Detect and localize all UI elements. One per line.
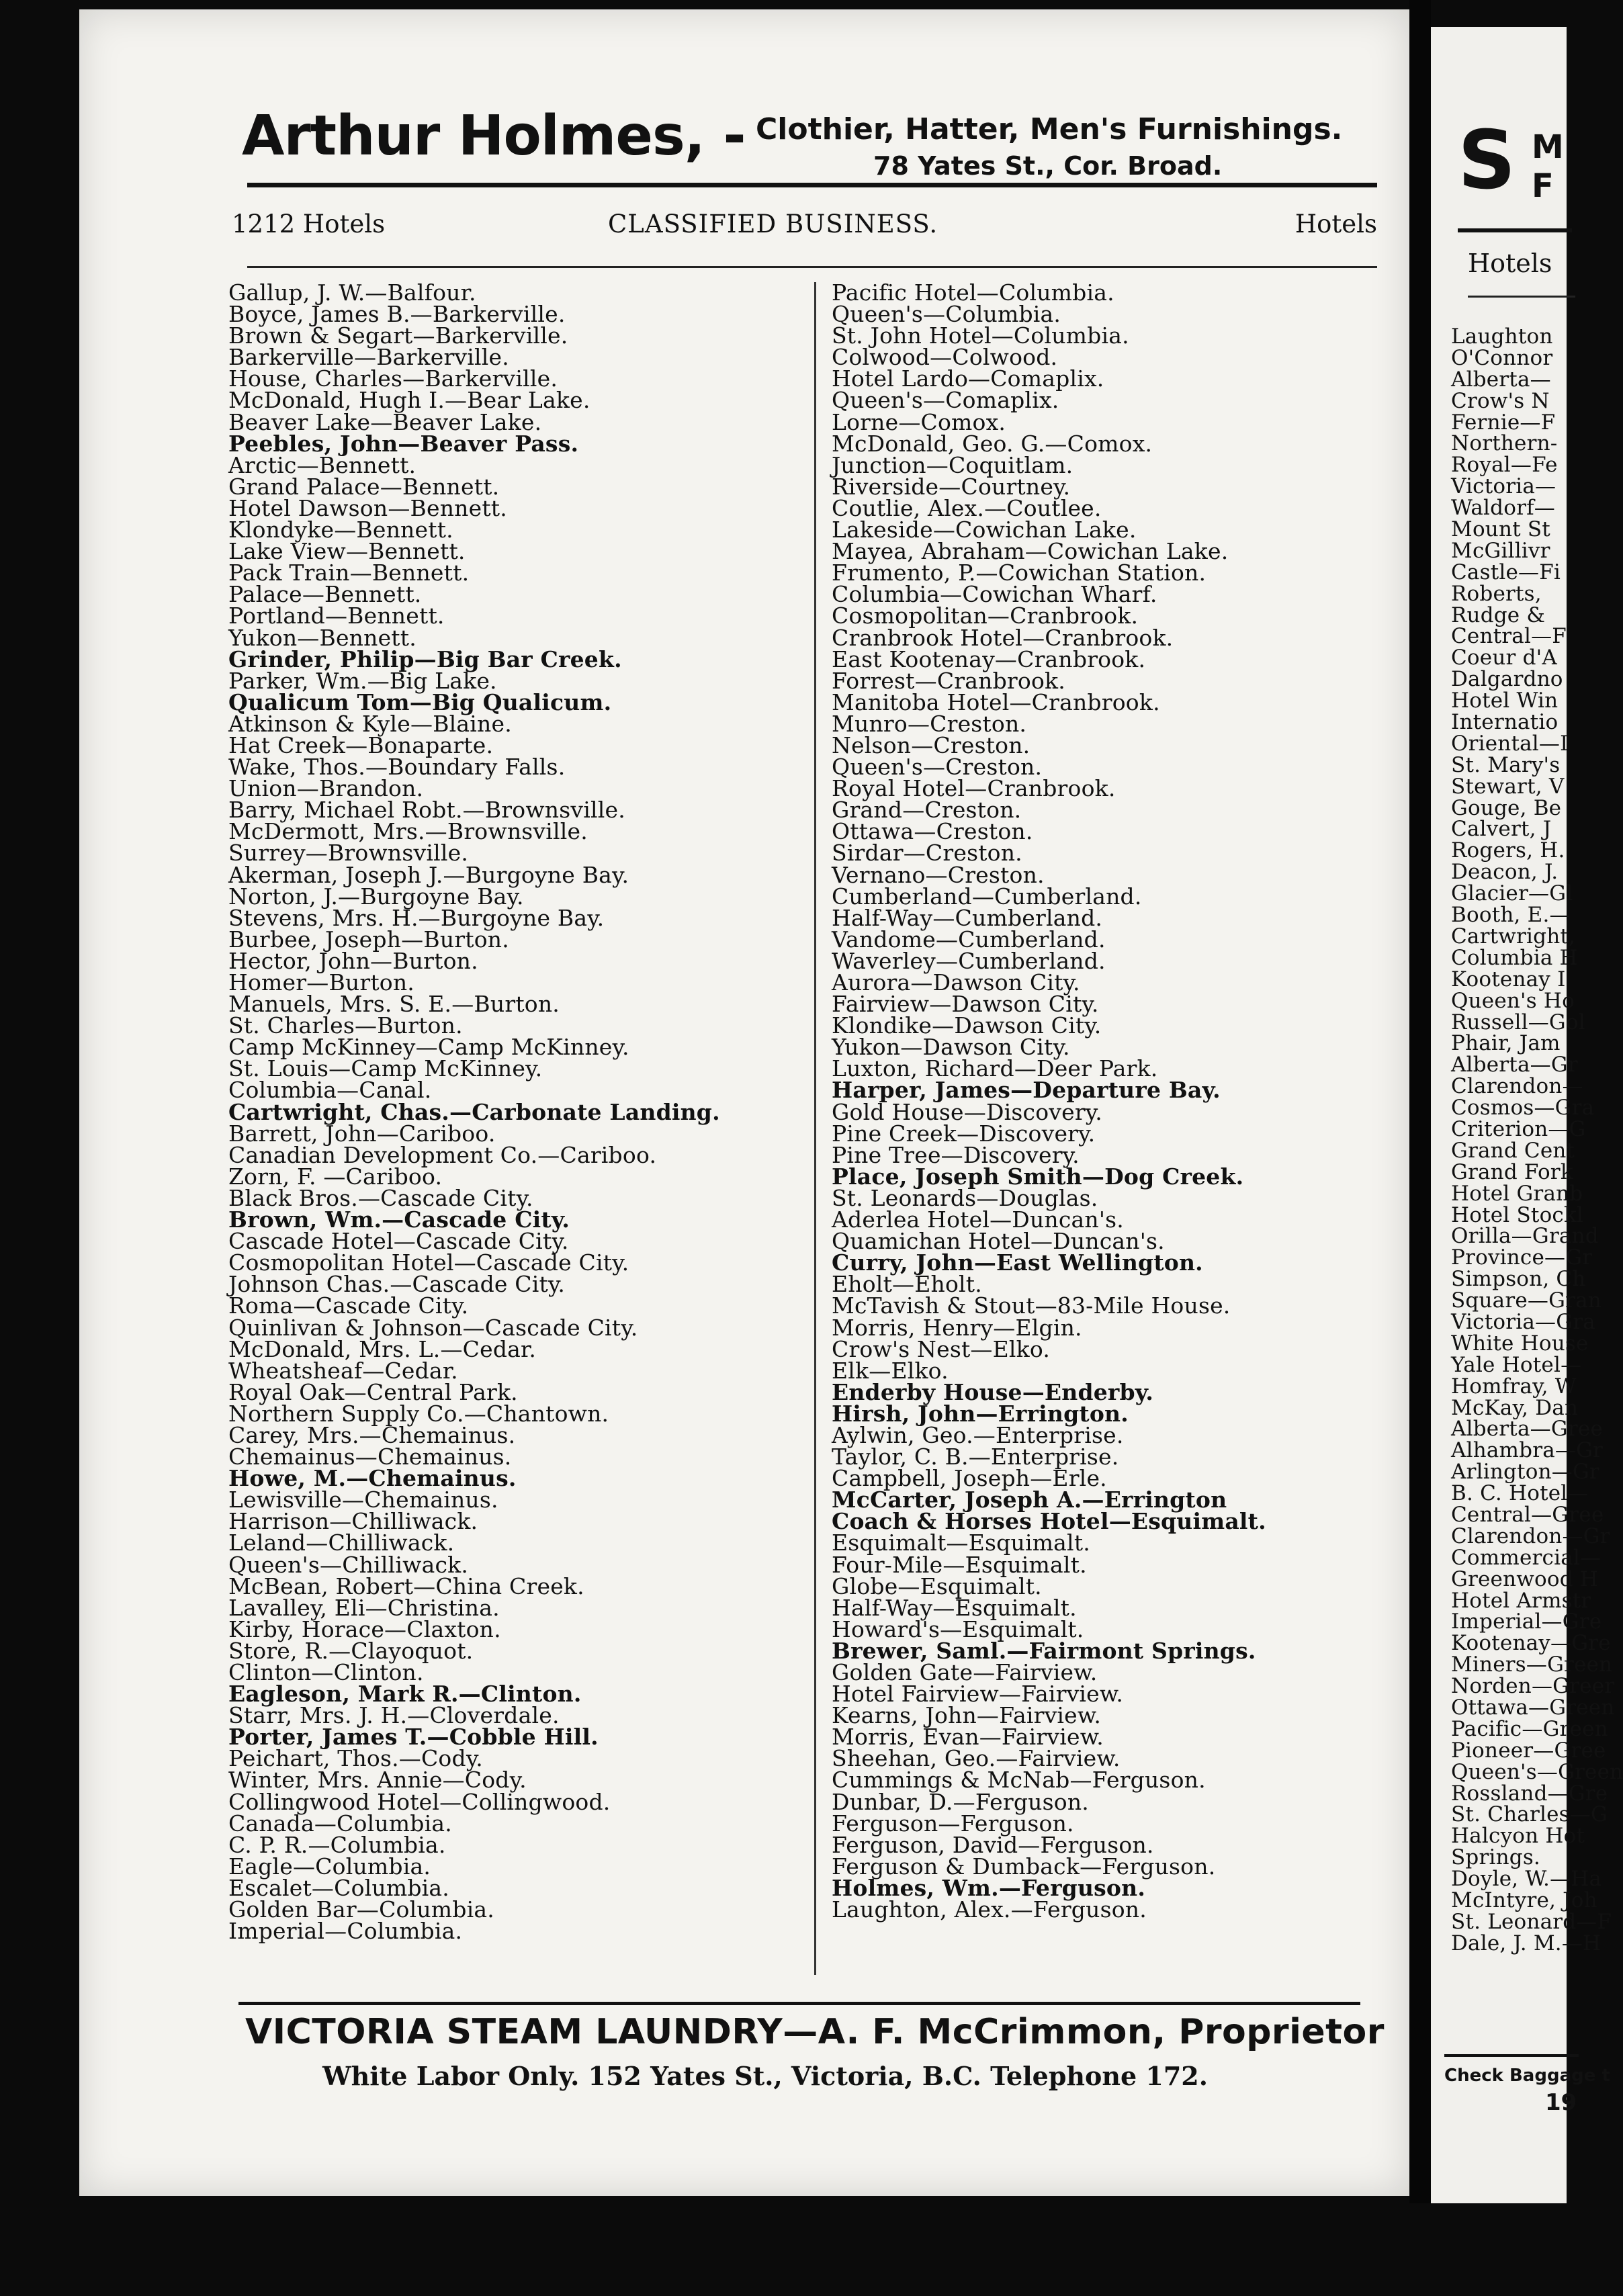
- facing-page-entry: Calvert, J: [1451, 817, 1552, 842]
- listing-entry: Manitoba Hotel—Cranbrook.: [832, 689, 1160, 715]
- listing-entry: Grinder, Philip—Big Bar Creek.: [228, 646, 622, 672]
- listing-entry: Fairview—Dawson City.: [832, 991, 1099, 1018]
- listing-entry: Portland—Bennett.: [228, 603, 445, 629]
- facing-page-entry: Criterion—G: [1451, 1116, 1586, 1141]
- facing-page-entry: St. Charles—G: [1451, 1802, 1608, 1827]
- facing-page-entry: Alhambra—Gr: [1451, 1438, 1604, 1463]
- listing-entry: St. Louis—Camp McKinney.: [228, 1055, 543, 1082]
- listing-entry: Lewisville—Chemainus.: [228, 1487, 498, 1513]
- listing-entry: Leland—Chilliwack.: [228, 1530, 455, 1556]
- facing-page-entry: Victoria—: [1451, 474, 1556, 499]
- running-head-rule: [247, 266, 1377, 268]
- listing-entry: Cartwright, Chas.—Carbonate Landing.: [228, 1098, 720, 1125]
- facing-page-entry: Crow's N: [1451, 388, 1550, 413]
- listing-entry: Pine Creek—Discovery.: [832, 1120, 1096, 1147]
- facing-page-entry: Rossland—Gre: [1451, 1781, 1608, 1806]
- listing-entry: Coutlie, Alex.—Coutlee.: [832, 494, 1102, 521]
- facing-page-entry: Miners—Green: [1451, 1652, 1613, 1677]
- facing-page-entry: Oriental—I: [1451, 731, 1569, 756]
- listing-entry: St. Charles—Burton.: [228, 1012, 463, 1039]
- listing-entry: Peichart, Thos.—Cody.: [228, 1745, 483, 1772]
- facing-page-entry: Arlington—Gr: [1451, 1460, 1599, 1485]
- listing-entry: Eagleson, Mark R.—Clinton.: [228, 1681, 582, 1708]
- listing-entry: Queen's—Comaplix.: [832, 387, 1059, 414]
- facing-page-entry: Hotel Stockl: [1451, 1202, 1584, 1227]
- footer-advertisement-details: White Labor Only. 152 Yates St., Victoria, B.C. Telephone 172.: [322, 2061, 1208, 2091]
- listing-entry: Atkinson & Kyle—Blaine.: [228, 710, 512, 737]
- listing-entry: Place, Joseph Smith—Dog Creek.: [832, 1163, 1244, 1190]
- listing-entry: Ferguson, David—Ferguson.: [832, 1831, 1154, 1858]
- facing-page-entry: Waldorf—: [1451, 496, 1555, 521]
- header-rule: [247, 183, 1377, 187]
- facing-page-entry: Queen's Ho: [1451, 988, 1575, 1013]
- facing-page-entry: Clarendon—: [1451, 1074, 1583, 1099]
- listing-entry: McDonald, Hugh I.—Bear Lake.: [228, 387, 590, 414]
- listing-entry: Burbee, Joseph—Burton.: [228, 926, 509, 953]
- facing-page-entry: Clarendon—Gr: [1451, 1524, 1610, 1548]
- facing-page-entry: Greenwood H: [1451, 1566, 1599, 1591]
- listing-entry: Frumento, P.—Cowichan Station.: [832, 560, 1207, 586]
- listing-entry: McDonald, Geo. G.—Comox.: [832, 430, 1153, 457]
- listing-entry: Yukon—Dawson City.: [832, 1034, 1070, 1061]
- advertiser-trade: Clothier, Hatter, Men's Furnishings.: [756, 112, 1343, 146]
- listing-entry: Howe, M.—Chemainus.: [228, 1465, 517, 1492]
- listing-entry: Union—Brandon.: [228, 775, 424, 802]
- listing-entry: Parker, Wm.—Big Lake.: [228, 667, 497, 694]
- listing-entry: Aderlea Hotel—Duncan's.: [832, 1206, 1124, 1233]
- listing-entry: Porter, James T.—Cobble Hill.: [228, 1724, 599, 1751]
- listing-entry: Cosmopolitan—Cranbrook.: [832, 603, 1139, 629]
- facing-page-entry: B. C. Hotel—: [1451, 1481, 1589, 1506]
- listing-entry: Cosmopolitan Hotel—Cascade City.: [228, 1249, 629, 1276]
- listing-entry: Forrest—Cranbrook.: [832, 667, 1065, 694]
- facing-page-entry: Laughton: [1451, 324, 1553, 349]
- facing-page-footer-ad: Check Baggage t: [1444, 2066, 1610, 2086]
- listing-entry: Hector, John—Burton.: [228, 947, 478, 974]
- listing-entry: Hat Creek—Bonaparte.: [228, 732, 494, 758]
- facing-page-entry: Hotel Win: [1451, 689, 1559, 713]
- listing-entry: Boyce, James B.—Barkerville.: [228, 301, 566, 328]
- listing-entry: Nelson—Creston.: [832, 732, 1030, 758]
- listing-entry: Barry, Michael Robt.—Brownsville.: [228, 797, 625, 824]
- listing-entry: Klondyke—Bennett.: [228, 517, 453, 543]
- listing-entry: Harrison—Chilliwack.: [228, 1508, 478, 1535]
- facing-page-entry: Grand Fork: [1451, 1159, 1573, 1184]
- listing-entry: Store, R.—Clayoquot.: [228, 1637, 474, 1664]
- listing-entry: Waverley—Cumberland.: [832, 947, 1106, 974]
- facing-page-entry: Commercial—: [1451, 1545, 1602, 1570]
- facing-page-entry: Phair, Jam: [1451, 1031, 1561, 1056]
- facing-page-ad-fragment-top: M: [1532, 128, 1564, 166]
- listing-entry: Akerman, Joseph J.—Burgoyne Bay.: [228, 861, 629, 888]
- facing-page-entry: Queen's—Green: [1451, 1759, 1623, 1784]
- listing-entry: Stevens, Mrs. H.—Burgoyne Bay.: [228, 904, 605, 931]
- running-head: [232, 210, 1377, 243]
- facing-page-entry: Alberta—: [1451, 367, 1551, 392]
- listing-entry: Clinton—Clinton.: [228, 1659, 424, 1685]
- listing-entry: Escalet—Columbia.: [228, 1874, 449, 1901]
- facing-page-ad-fragment-bottom: F: [1532, 167, 1554, 205]
- facing-page-entry: Victoria—Gra: [1451, 1309, 1595, 1334]
- listing-entry: Cascade Hotel—Cascade City.: [228, 1228, 569, 1255]
- listing-entry: Starr, Mrs. J. H.—Cloverdale.: [228, 1702, 560, 1729]
- listing-entry: Grand—Creston.: [832, 797, 1022, 824]
- listing-entry: Wheatsheaf—Cedar.: [228, 1357, 458, 1384]
- listing-entry: Cranbrook Hotel—Cranbrook.: [832, 624, 1174, 651]
- facing-page-entry: White House: [1451, 1331, 1589, 1356]
- listing-entry: Pacific Hotel—Columbia.: [832, 279, 1114, 306]
- listing-entry: Palace—Bennett.: [228, 581, 422, 608]
- page-number-section: 1212 Hotels: [232, 210, 386, 238]
- listing-entry: Campbell, Joseph—Erle.: [832, 1465, 1107, 1492]
- listing-entry: Ferguson—Ferguson.: [832, 1810, 1074, 1837]
- listing-entry: Manuels, Mrs. S. E.—Burton.: [228, 991, 560, 1018]
- listing-entry: Black Bros.—Cascade City.: [228, 1184, 533, 1211]
- listing-entry: Wake, Thos.—Boundary Falls.: [228, 754, 566, 781]
- facing-page-entry: Yale Hotel—: [1451, 1352, 1582, 1377]
- listing-entry: House, Charles—Barkerville.: [228, 365, 558, 392]
- listing-entry: Northern Supply Co.—Chantown.: [228, 1400, 609, 1427]
- facing-page-entry: Central—Gree: [1451, 1502, 1604, 1527]
- listing-entry: Vernano—Creston.: [832, 861, 1045, 888]
- facing-page-entry: St. Mary's: [1451, 752, 1561, 777]
- facing-page-entry: Homfray, W: [1451, 1374, 1577, 1399]
- listing-entry: Half-Way—Cumberland.: [832, 904, 1103, 931]
- listing-entry: Gold House—Discovery.: [832, 1098, 1102, 1125]
- listing-entry: Kirby, Horace—Claxton.: [228, 1616, 501, 1642]
- listing-entry: Hotel Lardo—Comaplix.: [832, 365, 1104, 392]
- facing-page-entry: Grand Cent: [1451, 1138, 1575, 1163]
- listing-entry: Mayea, Abraham—Cowichan Lake.: [832, 538, 1229, 565]
- listing-entry: Brown, Wm.—Cascade City.: [228, 1206, 570, 1233]
- listing-entry: Lake View—Bennett.: [228, 538, 466, 565]
- listing-entry: Winter, Mrs. Annie—Cody.: [228, 1767, 527, 1794]
- listing-entry: Zorn, F. —Cariboo.: [228, 1163, 443, 1190]
- listing-entry: Hotel Fairview—Fairview.: [832, 1681, 1124, 1708]
- listing-column-right: [832, 279, 1383, 1923]
- listing-entry: Vandome—Cumberland.: [832, 926, 1106, 953]
- binding-gutter: [1409, 0, 1431, 2296]
- listing-entry: Golden Bar—Columbia.: [228, 1896, 494, 1923]
- listing-entry: Dunbar, D.—Ferguson.: [832, 1788, 1089, 1815]
- listing-entry: Yukon—Bennett.: [228, 624, 416, 651]
- listing-entry: Cummings & McNab—Ferguson.: [832, 1767, 1206, 1794]
- listing-entry: Collingwood Hotel—Collingwood.: [228, 1788, 611, 1815]
- listing-entry: Brewer, Saml.—Fairmont Springs.: [832, 1637, 1256, 1664]
- listing-entry: Camp McKinney—Camp McKinney.: [228, 1034, 629, 1061]
- listing-entry: Lakeside—Cowichan Lake.: [832, 517, 1137, 543]
- listing-entry: Junction—Coquitlam.: [832, 451, 1073, 478]
- header-advertisement: [242, 104, 1384, 185]
- listing-entry: Johnson Chas.—Cascade City.: [228, 1271, 566, 1298]
- listing-entry: Arctic—Bennett.: [228, 451, 416, 478]
- facing-page-entry: Ottawa—Green: [1451, 1695, 1615, 1720]
- listing-entry: Sirdar—Creston.: [832, 840, 1022, 867]
- listing-entry: Elk—Elko.: [832, 1357, 949, 1384]
- facing-page-listing: [1451, 324, 1623, 1955]
- listing-entry: Laughton, Alex.—Ferguson.: [832, 1896, 1147, 1923]
- facing-page-entry: Castle—Fi: [1451, 560, 1561, 584]
- facing-page-entry: Alberta—Gr: [1451, 1053, 1578, 1077]
- facing-page-entry: Roberts,: [1451, 581, 1542, 606]
- listing-entry: Queen's—Columbia.: [832, 301, 1061, 328]
- facing-page-entry: Rudge &: [1451, 603, 1546, 627]
- listing-entry: Curry, John—East Wellington.: [832, 1249, 1203, 1276]
- facing-page-entry: Deacon, J.: [1451, 860, 1559, 885]
- facing-page-entry: Norden—Greer: [1451, 1674, 1615, 1699]
- listing-entry: Colwood—Colwood.: [832, 344, 1058, 371]
- facing-page-entry: Cartwright,: [1451, 924, 1576, 948]
- facing-page-entry: McIntyre, Joh: [1451, 1888, 1597, 1913]
- facing-page-entry: Coeur d'A: [1451, 646, 1557, 670]
- listing-entry: Beaver Lake—Beaver Lake.: [228, 408, 542, 435]
- listing-entry: East Kootenay—Cranbrook.: [832, 646, 1146, 672]
- advertiser-address: 78 Yates St., Cor. Broad.: [873, 151, 1223, 181]
- listing-entry: Brown & Segart—Barkerville.: [228, 322, 568, 349]
- listing-entry: Surrey—Brownsville.: [228, 840, 469, 867]
- section-title: CLASSIFIED BUSINESS.: [608, 210, 938, 238]
- listing-entry: Klondike—Dawson City.: [832, 1012, 1102, 1039]
- listing-entry: Canadian Development Co.—Cariboo.: [228, 1141, 657, 1168]
- facing-page-entry: Kootenay I: [1451, 967, 1566, 991]
- facing-page-entry: Dale, J. M.—H: [1451, 1931, 1602, 1955]
- facing-page-entry: Dalgardno: [1451, 667, 1563, 692]
- listing-entry: Kearns, John—Fairview.: [832, 1702, 1102, 1729]
- listing-entry: Half-Way—Esquimalt.: [832, 1594, 1077, 1621]
- listing-entry: Ottawa—Creston.: [832, 818, 1033, 845]
- listing-entry: Royal Hotel—Cranbrook.: [832, 775, 1116, 802]
- facing-page-running-head: Hotels: [1468, 249, 1552, 278]
- listing-entry: Roma—Cascade City.: [228, 1292, 469, 1319]
- listing-entry: Norton, J.—Burgoyne Bay.: [228, 883, 524, 910]
- facing-page-entry: O'Connor: [1451, 345, 1553, 370]
- listing-entry: Eholt—Eholt.: [832, 1271, 982, 1298]
- listing-entry: Columbia—Cowichan Wharf.: [832, 581, 1157, 608]
- facing-page-rule: [1458, 228, 1572, 232]
- facing-page-footer-rule: [1444, 2054, 1579, 2057]
- facing-page-entry: Royal—Fe: [1451, 453, 1558, 478]
- listing-entry: Canada—Columbia.: [228, 1810, 452, 1837]
- facing-page-entry: Internatio: [1451, 710, 1559, 735]
- facing-page-entry: Fernie—F: [1451, 410, 1556, 435]
- listing-entry: C. P. R.—Columbia.: [228, 1831, 446, 1858]
- listing-entry: McCarter, Joseph A.—Errington: [832, 1487, 1227, 1513]
- listing-entry: Qualicum Tom—Big Qualicum.: [228, 689, 612, 715]
- listing-entry: Hotel Dawson—Bennett.: [228, 494, 507, 521]
- listing-entry: Lorne—Comox.: [832, 408, 1006, 435]
- listing-entry: Quinlivan & Johnson—Cascade City.: [228, 1314, 638, 1341]
- listing-entry: Carey, Mrs.—Chemainus.: [228, 1421, 516, 1448]
- scan-border: [0, 2203, 1567, 2296]
- footer-rule: [238, 2002, 1360, 2005]
- facing-page-ad-fragment: [1532, 128, 1564, 206]
- facing-page-entry: Doyle, W.—Ha: [1451, 1867, 1602, 1892]
- listing-entry: Homer—Burton.: [228, 969, 414, 996]
- listing-entry: Holmes, Wm.—Ferguson.: [832, 1874, 1146, 1901]
- facing-page-entry: Mount St: [1451, 517, 1550, 542]
- facing-page-entry: Simpson, Ch: [1451, 1267, 1586, 1292]
- listing-entry: Queen's—Creston.: [832, 754, 1043, 781]
- facing-page-entry: Cosmos—Gra: [1451, 1096, 1595, 1120]
- facing-page-entry: Stewart, V: [1451, 774, 1565, 799]
- listing-entry: Queen's—Chilliwack.: [228, 1551, 469, 1578]
- facing-page-entry: Booth, E.—: [1451, 903, 1571, 928]
- listing-entry: McDonald, Mrs. L.—Cedar.: [228, 1335, 537, 1362]
- listing-entry: Eagle—Columbia.: [228, 1853, 431, 1880]
- listing-entry: Sheehan, Geo.—Fairview.: [832, 1745, 1121, 1772]
- facing-page-entry: Kootenay—Gre: [1451, 1631, 1611, 1656]
- listing-entry: Aurora—Dawson City.: [832, 969, 1080, 996]
- listing-entry: Columbia—Canal.: [228, 1077, 432, 1104]
- facing-page-entry: Glacier—Gl: [1451, 881, 1573, 906]
- footer-advertisement-title: VICTORIA STEAM LAUNDRY—A. F. McCrimmon, Proprietor: [245, 2012, 1385, 2052]
- listing-entry: Cumberland—Cumberland.: [832, 883, 1142, 910]
- facing-page-entry: Halcyon Hot: [1451, 1824, 1585, 1849]
- facing-page-entry: Imperial—Gre: [1451, 1609, 1602, 1634]
- listing-entry: Coach & Horses Hotel—Esquimalt.: [832, 1508, 1266, 1535]
- facing-page-entry: Pioneer—Gree: [1451, 1738, 1606, 1763]
- listing-entry: Four-Mile—Esquimalt.: [832, 1551, 1087, 1578]
- listing-entry: Lavalley, Eli—Christina.: [228, 1594, 500, 1621]
- facing-page-entry: Gouge, Be: [1451, 795, 1562, 820]
- listing-entry: Howard's—Esquimalt.: [832, 1616, 1084, 1642]
- facing-page-entry: McKay, Dan: [1451, 1395, 1579, 1420]
- facing-page-entry: Hotel Armstr: [1451, 1588, 1591, 1613]
- facing-page-entry: St. Leonard—F: [1451, 1909, 1612, 1934]
- advertiser-name: Arthur Holmes, -: [242, 104, 746, 168]
- listing-entry: Morris, Henry—Elgin.: [832, 1314, 1082, 1341]
- listing-entry: Taylor, C. B.—Enterprise.: [832, 1444, 1119, 1470]
- listing-entry: St. Leonards—Douglas.: [832, 1184, 1098, 1211]
- listing-entry: Enderby House—Enderby.: [832, 1378, 1154, 1405]
- facing-page-entry: Province—Gr: [1451, 1245, 1593, 1270]
- listing-entry: Barrett, John—Cariboo.: [228, 1120, 496, 1147]
- listing-entry: Riverside—Courtney.: [832, 473, 1071, 500]
- listing-entry: Quamichan Hotel—Duncan's.: [832, 1228, 1165, 1255]
- listing-entry: Crow's Nest—Elko.: [832, 1335, 1051, 1362]
- listing-entry: Aylwin, Geo.—Enterprise.: [832, 1421, 1124, 1448]
- facing-page-head-rule: [1468, 296, 1575, 298]
- listing-entry: Barkerville—Barkerville.: [228, 344, 509, 371]
- listing-entry: Munro—Creston.: [832, 710, 1027, 737]
- facing-page-entry: Hotel Granb: [1451, 1181, 1583, 1206]
- listing-entry: McDermott, Mrs.—Brownsville.: [228, 818, 588, 845]
- listing-entry: Gallup, J. W.—Balfour.: [228, 279, 476, 306]
- listing-entry: Ferguson & Dumback—Ferguson.: [832, 1853, 1216, 1880]
- facing-page-entry: Square—Gran: [1451, 1288, 1602, 1313]
- facing-page-entry: Pacific—Green: [1451, 1716, 1608, 1741]
- listing-entry: Globe—Esquimalt.: [832, 1573, 1042, 1599]
- listing-entry: Luxton, Richard—Deer Park.: [832, 1055, 1158, 1082]
- listing-entry: Chemainus—Chemainus.: [228, 1444, 512, 1470]
- listing-entry: Harper, James—Departure Bay.: [832, 1077, 1221, 1104]
- facing-page-ad-letter: S: [1458, 114, 1516, 208]
- listing-entry: Peebles, John—Beaver Pass.: [228, 430, 579, 457]
- listing-entry: Pine Tree—Discovery.: [832, 1141, 1080, 1168]
- facing-page-entry: Alberta—Gree: [1451, 1417, 1603, 1442]
- listing-column-left: [228, 279, 806, 1945]
- facing-page-entry: Orilla—Grand: [1451, 1224, 1599, 1249]
- listing-entry: Royal Oak—Central Park.: [228, 1378, 518, 1405]
- facing-page-entry: Northern-: [1451, 431, 1558, 456]
- column-divider: [814, 282, 816, 1975]
- facing-page-entry: Central—F: [1451, 624, 1567, 649]
- facing-page-entry: Springs.: [1451, 1845, 1540, 1870]
- listing-entry: McTavish & Stout—83-Mile House.: [832, 1292, 1231, 1319]
- listing-entry: McBean, Robert—China Creek.: [228, 1573, 584, 1599]
- listing-entry: St. John Hotel—Columbia.: [832, 322, 1129, 349]
- listing-entry: Golden Gate—Fairview.: [832, 1659, 1098, 1685]
- section-name-right: Hotels: [1295, 210, 1377, 238]
- listing-entry: Morris, Evan—Fairview.: [832, 1724, 1104, 1751]
- listing-entry: Esquimalt—Esquimalt.: [832, 1530, 1090, 1556]
- facing-page-entry: McGillivr: [1451, 538, 1550, 563]
- listing-entry: Hirsh, John—Errington.: [832, 1400, 1129, 1427]
- facing-page-entry: Columbia H: [1451, 945, 1578, 970]
- listing-entry: Pack Train—Bennett.: [228, 560, 470, 586]
- facing-page-entry: Rogers, H.: [1451, 838, 1565, 863]
- facing-page-footer-number: 19: [1545, 2089, 1577, 2116]
- facing-page-entry: Russell—Gol: [1451, 1010, 1585, 1034]
- listing-entry: Imperial—Columbia.: [228, 1918, 463, 1945]
- facing-page: [1431, 27, 1623, 2250]
- listing-entry: Grand Palace—Bennett.: [228, 473, 500, 500]
